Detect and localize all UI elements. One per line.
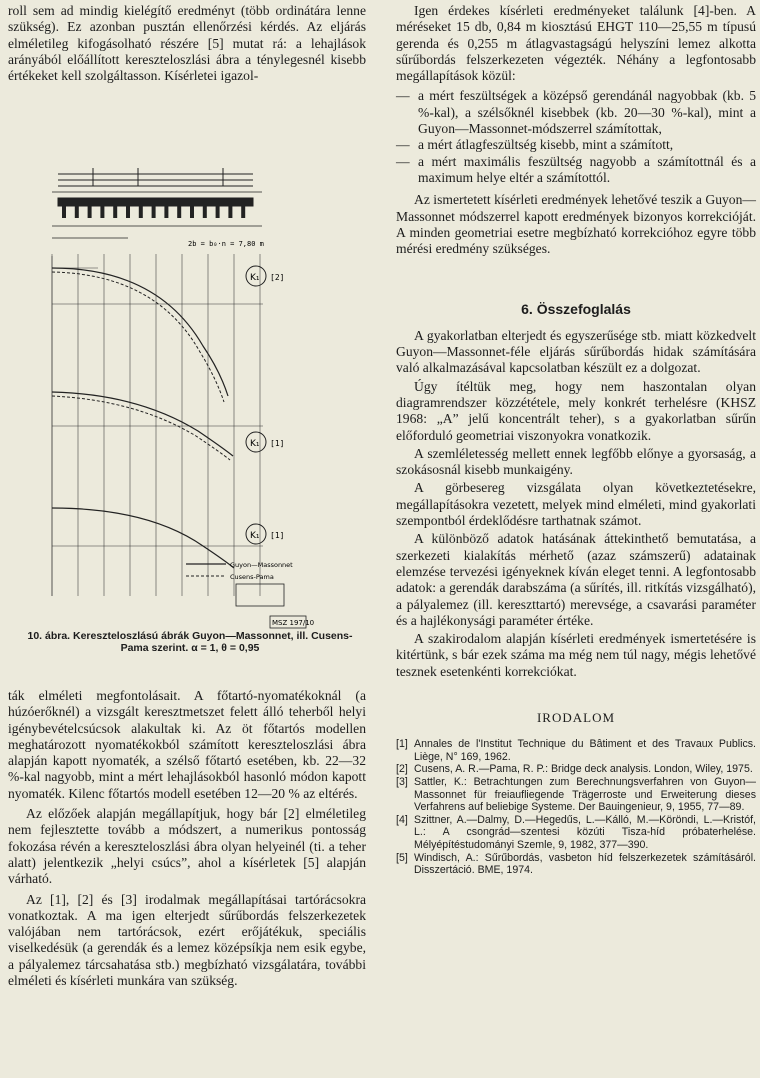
beam-mark bbox=[113, 206, 117, 218]
beam-mark bbox=[152, 206, 156, 218]
beam-mark bbox=[126, 206, 130, 218]
legend-solid: Guyon—Massonnet bbox=[230, 561, 293, 569]
list-dash: — bbox=[396, 88, 410, 104]
right-column bbox=[396, 3, 756, 877]
beam-mark bbox=[139, 206, 143, 218]
figure-10 bbox=[8, 156, 366, 660]
references-list bbox=[396, 738, 756, 877]
k-label-3: K₁ bbox=[250, 531, 260, 541]
paragraph: ták elméleti megfontolásait. A főtartó-nyomatékoknál (a húzóerőknél) a vizsgált keresztmetszet felett álló teherből helyi igénybevételcsúcsok alakultak ki. Az öt főtartós modellen meghatározott nyomatékokból számított kereszteloszlási ábra alapján kapott nyomaték, a szélső főtartó esetében, kb. 22—32 %-kal nagyobb, mint a mért lehajlásokból hasonló módon kapott nyomaték. Kilenc főtartós modell esetében 12—20 % az eltérés. bbox=[8, 688, 366, 801]
beam-mark bbox=[164, 206, 168, 218]
paragraph: Az előzőek alapján megállapítjuk, hogy bár [2] elméletileg nem fejlesztette tovább a módszert, a numerikus pontosság fokozása révén a kereszteloszlási ábra olyan helyeinél (ti. a teher alatt) jelentkezik „helyi csúcs”, ahol a kísérletek [5] alapján várható. bbox=[8, 806, 366, 887]
paragraph: A különböző adatok hatásának áttekinthető bemutatása, a szerkezeti kialakítás mérhető (azaz számszerű) adatainak elemzése tervezési igényeknek kíván eleget tenni. A legfontosabb adatok: a gerendák darabszáma (a sűrítés, ill. ritkítás vizsgálható), a pályalemez (ill. kereszttartó) merevsége, a csavarási paraméter és a hajlékonysági paraméter értéke. bbox=[396, 531, 756, 628]
reference-item: [1] Annales de l'Institut Technique du Bâtiment et des Travaux Publics. Liège, N° 169, 1962. bbox=[396, 738, 756, 763]
paragraph: roll sem ad mindig kielégítő eredményt (több ordinátára lenne szükség). Ez azonban pusztán ellenőrzési kérdés. Az eljárás elméletileg kifogásolható részére [5] mutat rá: a lehajlások arányából előállított kereszteloszlási ábra a ténylegesnél kisebb értékeket kell szolgáltasson. Kísérletei igazol- bbox=[8, 3, 366, 84]
beam-mark bbox=[190, 206, 194, 218]
paragraph: Úgy ítéltük meg, hogy nem haszontalan olyan diagramrendszer közzététele, mely konkrét terhelésre (KHSZ 1968: „A” jelű koncentrált teher), s a gyakorlatban sűrűn előforduló geometriai viszonyokra vonatkozik. bbox=[396, 378, 756, 443]
list-item: — a mért maximális feszültség nagyobb a számítottnál és a maximum helye eltér a számítottól. bbox=[396, 153, 756, 185]
left-bottom-block bbox=[8, 688, 366, 989]
top-label: 2b = b₀·n = 7,80 m bbox=[188, 240, 264, 248]
k-ref-2: [1] bbox=[270, 439, 285, 448]
references-title: IRODALOM bbox=[536, 709, 616, 725]
paragraph: Az ismertetett kísérleti eredmények lehetővé teszik a Guyon—Massonnet módszerrel kapott eredmények bizonyos korrekcióját. A minden geometriai esetre megbízható korrekcióhoz egyre több mérési eredmény szükséges. bbox=[396, 192, 756, 257]
beam-mark bbox=[88, 206, 92, 218]
k-label-2: K₁ bbox=[250, 439, 260, 449]
list-dash: — bbox=[396, 137, 410, 153]
list-dash: — bbox=[396, 153, 410, 169]
summary-section bbox=[396, 301, 756, 680]
beam-mark bbox=[177, 206, 181, 218]
left-top-block bbox=[8, 3, 366, 84]
section-title: 6. Összefoglalás bbox=[521, 301, 631, 318]
reference-item: [3] Sattler, K.: Betrachtungen zum Berechnungsverfahren von Guyon—Massonnet für freiaufliegende Trägerroste und Erweiterung dieses Verfahrens auf beliebige Systeme. Der Bauingenieur, 9, 1955, 77—89. bbox=[396, 776, 756, 814]
list-item: — a mért feszültségek a középső gerendánál nagyobbak (kb. 5 %-kal), a szélsőknél kisebbek (kb. 20—30 %-kal), mint a Guyon—Massonnet-módszerrel számítottak, bbox=[396, 88, 756, 137]
beam-mark bbox=[203, 206, 207, 218]
paragraph: Igen érdekes kísérleti eredményeket találunk [4]-ben. A méréseket 15 db, 0,84 m kiosztású EHGT 110—25,55 m típusú gerenda és 0,255 m átlagvastagságú helyszíni lemez alkotta sűrűbordás felszerkezeten végezték. Néhány a legfontosabb megállapítások közül: bbox=[396, 3, 756, 84]
references-section bbox=[396, 710, 756, 877]
reference-item: [4] Szittner, A.—Dalmy, D.—Hegedűs, L.—Kálló, M.—Köröndi, L.—Kristóf, L.: A csongrád—szentesi közúti Tisza-híd próbaterhelése. Mélyépítéstudományi Szemle, 9, 1982, 377—390. bbox=[396, 813, 756, 852]
figure-caption: 10. ábra. Kereszteloszlású ábrák Guyon—Massonnet, ill. Cusens-Pama szerint. α = 1, θ = 0,95 bbox=[27, 630, 353, 654]
beam-mark bbox=[241, 206, 245, 218]
paragraph: Az [1], [2] és [3] irodalmak megállapításai tartórácsokra vonatkoztak. A ma igen elterjedt sűrűbordás felszerkezetek valójában nem tartórácsok, ezért erőjátékuk, speciális viselkedésük (a gerendák és a lemez középsíkja nem esik egybe, a pályalemez tárcsahatása stb.) megbízható vizsgálatára, további elméleti és kísérleti munkára van szükség. bbox=[8, 891, 366, 989]
beam-mark bbox=[216, 206, 220, 218]
figure-badge: MSZ 197/10 bbox=[272, 619, 315, 627]
beam-mark bbox=[62, 206, 66, 218]
beam-mark bbox=[228, 206, 232, 218]
list-item: — a mért átlagfeszültség kisebb, mint a számított, bbox=[396, 137, 674, 153]
beam-mark bbox=[100, 206, 104, 218]
paragraph: A gyakorlatban elterjedt és egyszerűsége stb. miatt közkedvelt Guyon—Massonnet-féle eljárás sűrűbordás hidak számítására való alkalmazásával kapcsolatban készült ez a dolgozat. bbox=[396, 327, 756, 376]
paragraph: A görbesereg vizsgálata olyan következtetésekre, megállapításokra vezetett, melyek mind elméleti, mind gyakorlati szempontból érdeklődésre tarthatnak számot. bbox=[396, 480, 756, 529]
beam-mark bbox=[75, 206, 79, 218]
paragraph: A szemléletesség mellett ennek legfőbb előnye a gyorsaság, a szokásosnál kisebb munkaigény. bbox=[396, 445, 756, 478]
paragraph: A szakirodalom alapján kísérleti eredmények ismertetésére is kitértünk, s bár ezek száma ma még nem túl nagy, mégis lehetővé tesznek esetenkénti korrekciókat. bbox=[396, 631, 756, 679]
k-ref-1: [2] bbox=[270, 273, 285, 282]
k-label-1: K₁ bbox=[250, 273, 260, 283]
reference-item: [2] Cusens, A. R.—Pama, R. P.: Bridge deck analysis. London, Wiley, 1975. bbox=[396, 763, 753, 776]
findings-list bbox=[396, 88, 756, 186]
legend-dashed: Cusens-Pama bbox=[230, 573, 274, 581]
k-ref-3: [1] bbox=[270, 531, 285, 540]
cross-distribution-diagram bbox=[38, 156, 338, 646]
reference-item: [5] Windisch, A.: Sűrűbordás, vasbeton híd felszerkezetek számításáról. Disszertáció. BME, 1974. bbox=[396, 851, 756, 877]
